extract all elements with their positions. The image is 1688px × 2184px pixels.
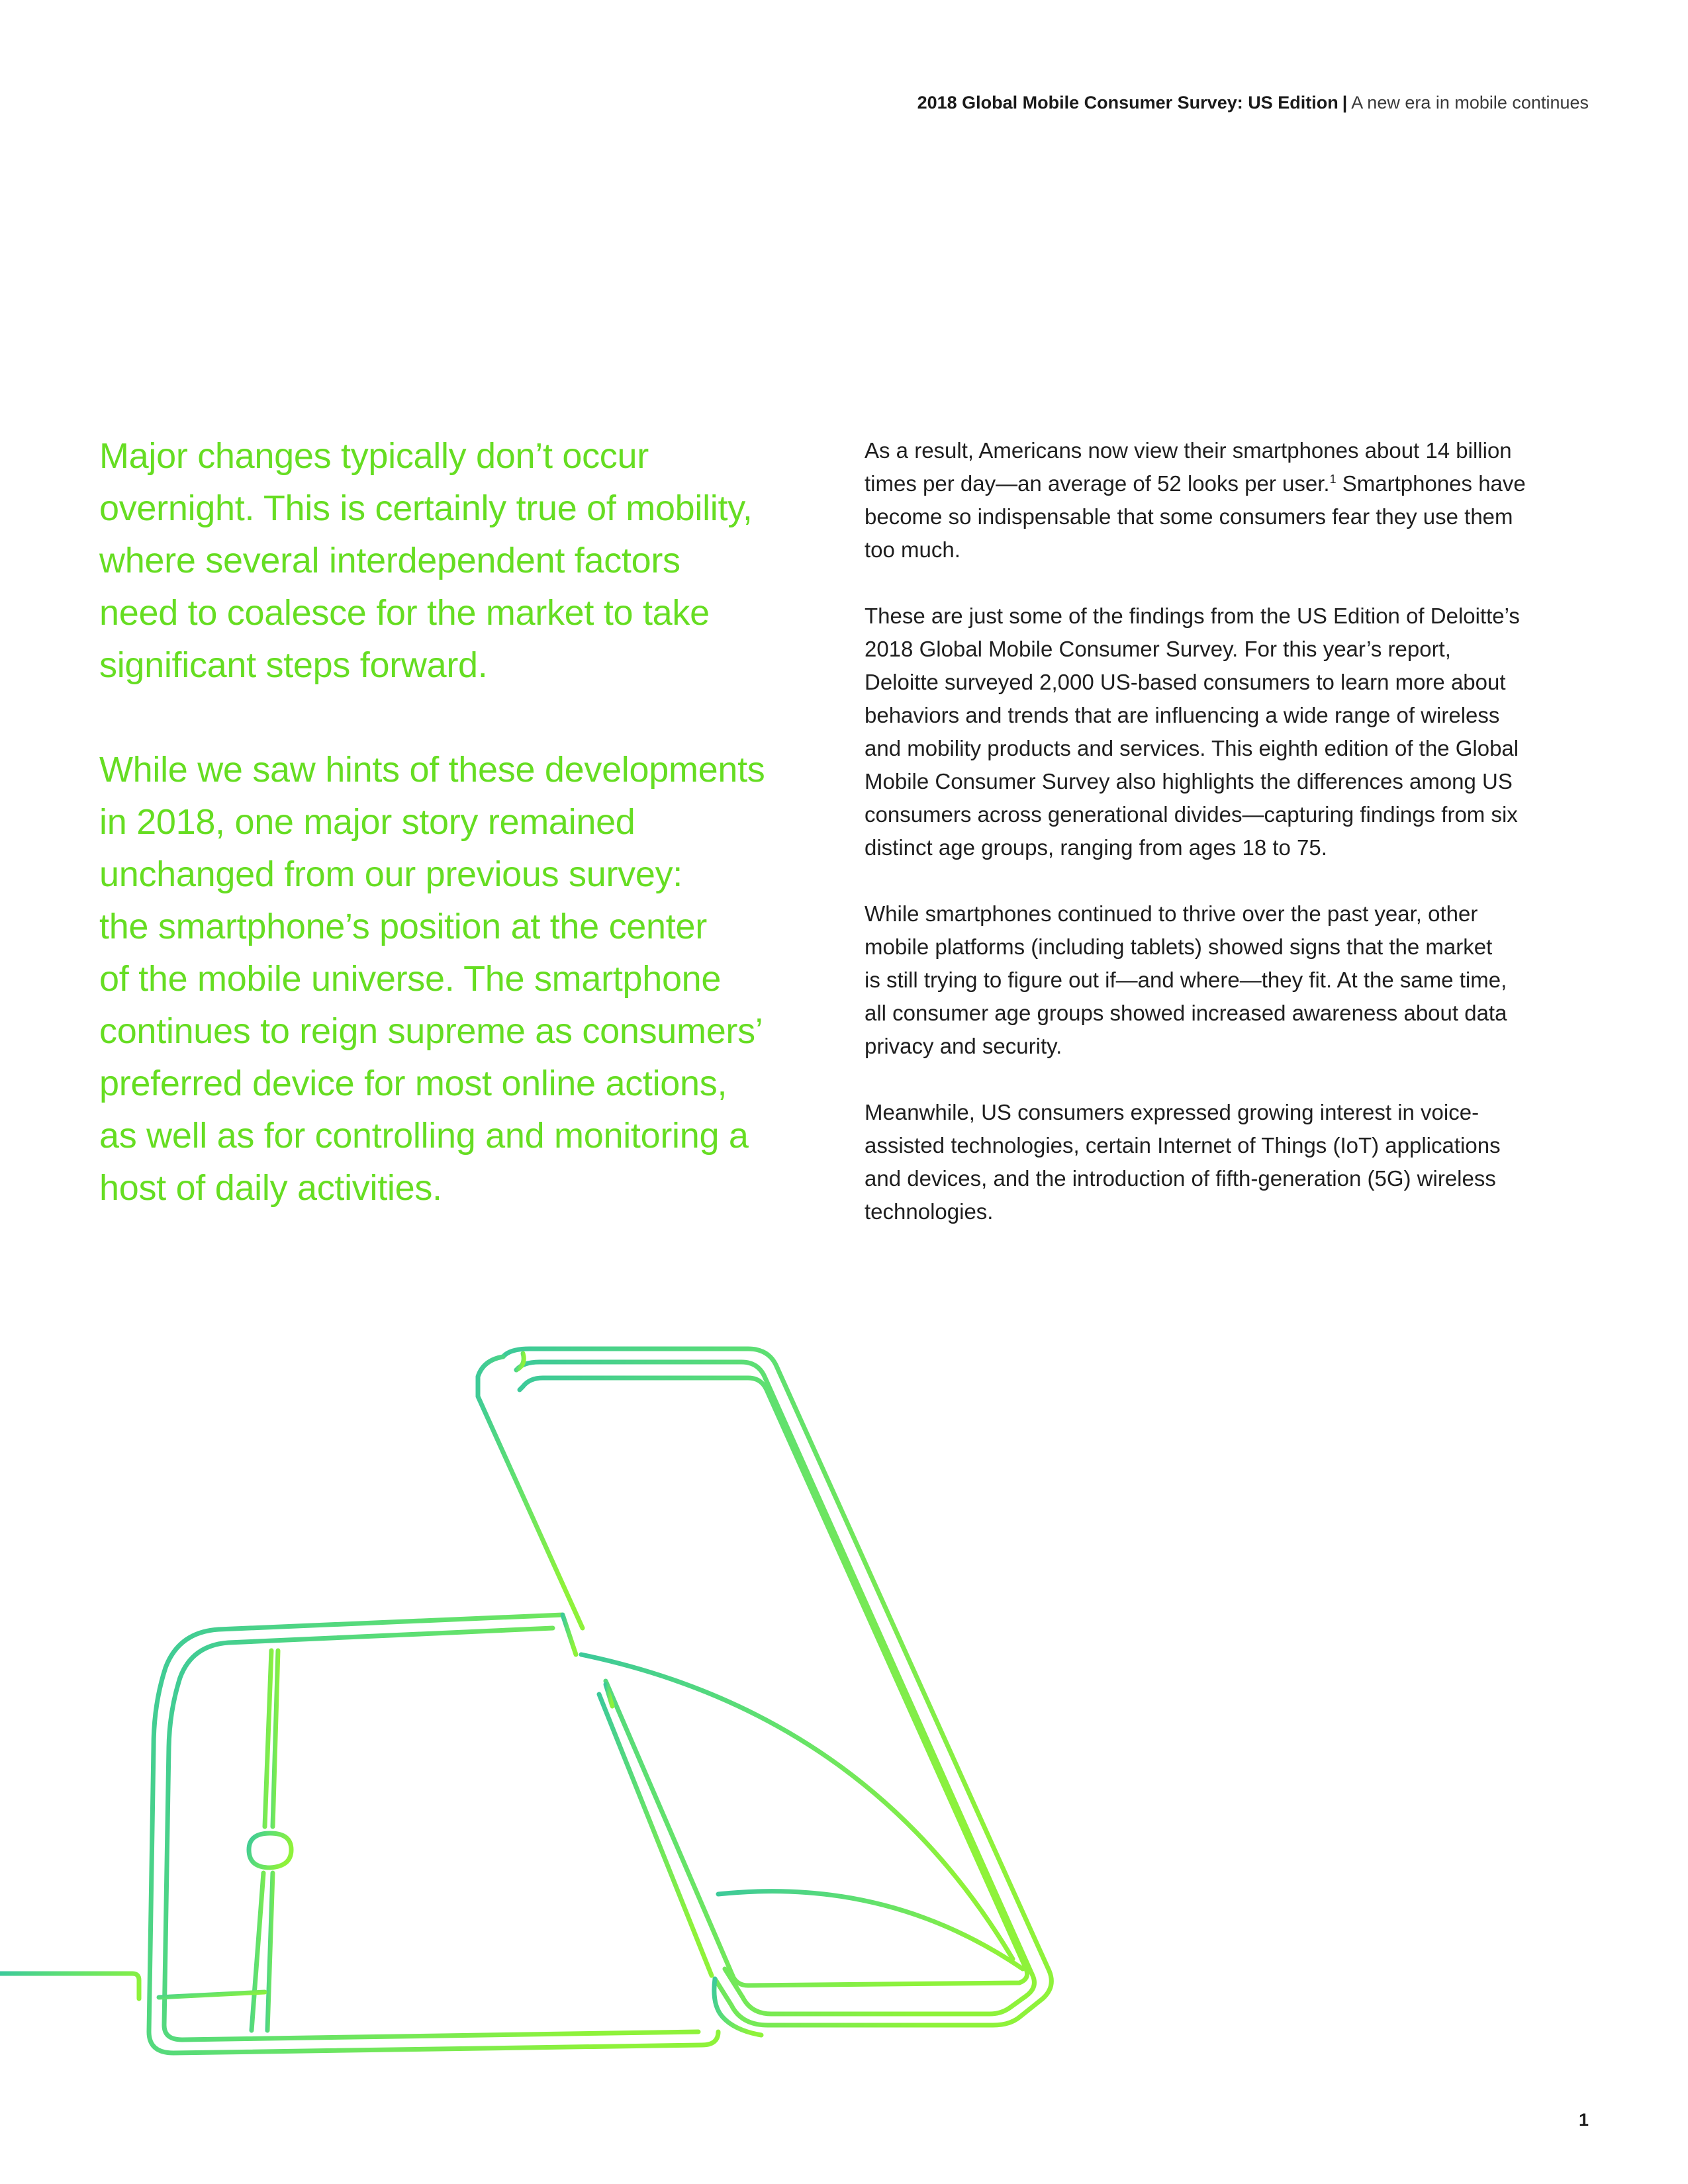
lead-paragraph-2: While we saw hints of these developments in 2018, one major story remained unchanged from our previous survey: the smartphone’s position at the center of the mobile universe. The smartphone continues to reign supreme as consumers’ preferred device for most online actions, as well as for controlling and monitoring a host of daily activities. (99, 750, 765, 1208)
tablet-screen-right (563, 1615, 576, 1655)
body-paragraph-1-text-b: Smartphones have become so indispensable that some consumers fear they use them too much. (865, 471, 1526, 562)
tablet-inner (164, 1628, 698, 2040)
report-subtitle: A new era in mobile continues (1351, 93, 1589, 113)
leaning-phone-slit (606, 1684, 612, 1706)
report-title: 2018 Global Mobile Consumer Survey: US Edition (917, 93, 1338, 113)
phone-and-tablet-line-art-icon (0, 1324, 1688, 2085)
tablet-home-button (249, 1833, 291, 1868)
lead-column (99, 430, 827, 1214)
footnote-marker[interactable]: 1 (1329, 473, 1336, 486)
leaning-phone-screen (520, 1378, 1027, 1985)
tablet-outer (149, 1615, 718, 2053)
body-column (865, 434, 1593, 1228)
page-number: 1 (1578, 2110, 1589, 2130)
leaning-phone-inner (516, 1362, 1034, 2014)
header-separator: | (1342, 93, 1348, 113)
body-paragraph-1-text-a: As a result, Americans now view their smartphones about 14 billion times per day—an average of 52 looks per user. (865, 438, 1512, 496)
body-paragraph-3: While smartphones continued to thrive over the past year, other mobile platforms (including tablets) showed signs that the market is still trying to figure out if—and where—they fit. At the same time, all consumer age groups showed increased awareness about data privacy and security. (865, 901, 1507, 1058)
body-paragraph-2: These are just some of the findings from the US Edition of Deloitte’s 2018 Global Mobile Consumer Survey. For this year’s report, Deloitte surveyed 2,000 US-based consumers to learn more about behaviors and trends that are influencing a wide range of wireless and mobility products and services. This eighth edition of the Global Mobile Consumer Survey also highlights the differences among US consumers across generational divides—capturing findings from six distinct age groups, ranging from ages 18 to 75. (865, 604, 1520, 860)
leaning-phone-edge (478, 1357, 583, 1628)
tablet-screen-bottom (159, 1992, 265, 1997)
ground-line (0, 1974, 139, 1999)
leaning-phone-edge-2 (516, 1353, 524, 1370)
running-header (917, 93, 1589, 113)
body-paragraph-1 (865, 434, 1593, 567)
leaning-phone-outer (503, 1349, 1051, 2025)
leaning-phone-screen-inner (599, 1694, 712, 1976)
lead-paragraph-1: Major changes typically don’t occur overnight. This is certainly true of mobility, where several interdependent factors need to coalesce for the market to take significant steps forward. (99, 436, 753, 685)
body-paragraph-4: Meanwhile, US consumers expressed growing interest in voice- assisted technologies, certain Internet of Things (IoT) applications and devices, and the introduction of fifth-generation (5G) wireless technologies. (865, 1100, 1501, 1224)
